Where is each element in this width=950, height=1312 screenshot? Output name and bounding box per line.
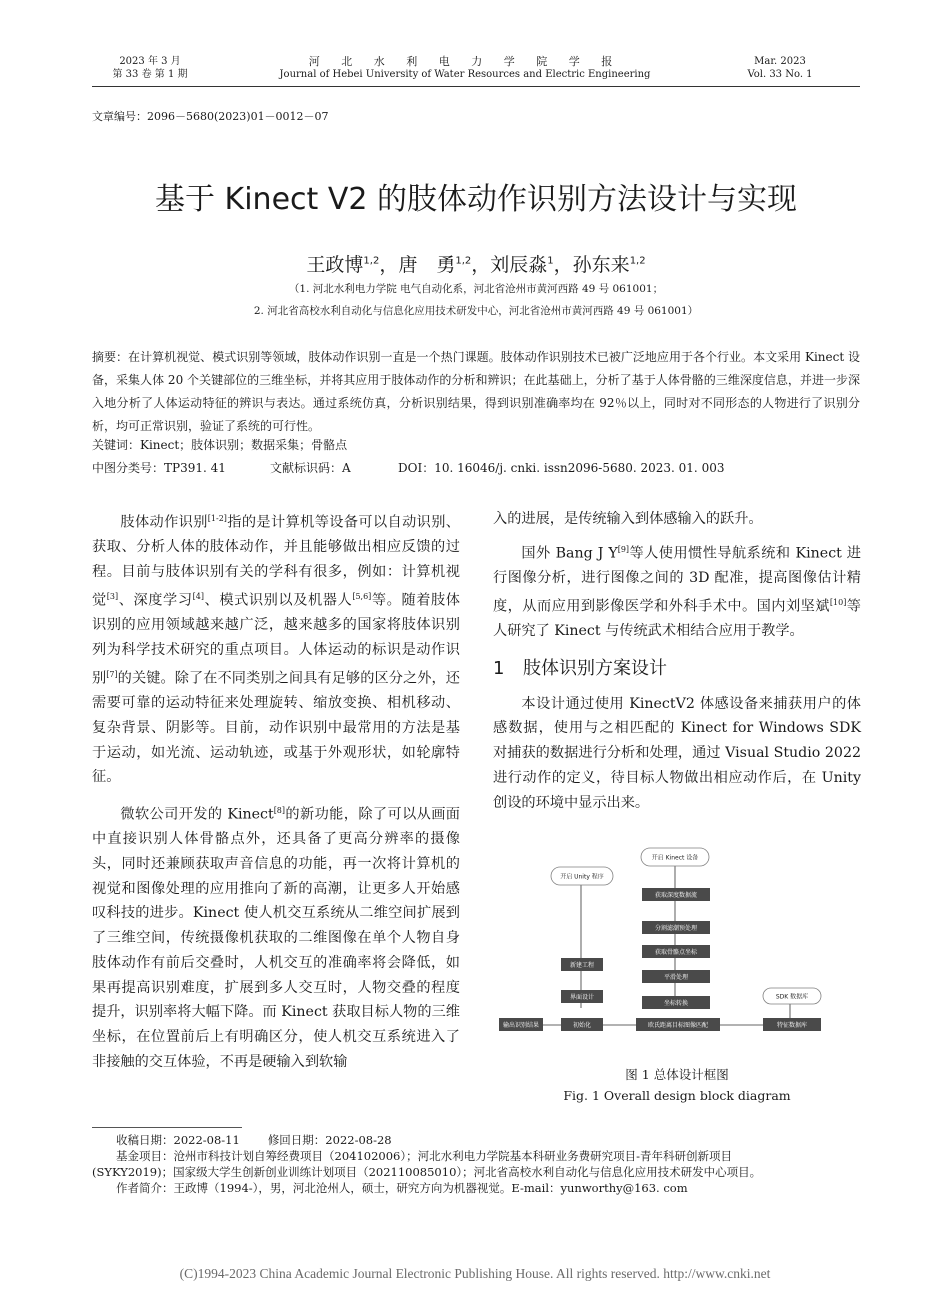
node-depth: [642, 888, 710, 901]
node-smooth: [642, 970, 710, 983]
received-date: 收稿日期：2022-08-11: [116, 1133, 240, 1147]
copyright-notice: (C)1994-2023 China Academic Journal Electronic Publishing House. All rights reserved. http://www.cnki.net: [179, 1266, 771, 1281]
paragraph: 本设计通过使用 KinectV2 体感设备来捕获用户的体感数据，使用与之相匹配的 Kinect for Windows SDK 对捕获的数据进行分析和处理，通过 Visual Studio 2022 进行动作的定义，待目标人物做出相应动作后，在 Unity 创设的环境中显示出来。: [493, 695, 861, 811]
node-label: 欧氏距离目标图像匹配: [647, 1022, 709, 1029]
text-run: 、深度学习: [118, 592, 193, 609]
node-segment: [642, 921, 710, 934]
text-run: 指的是计算机等设备可以自动识别、获取、分析人体的肢体动作，并且能够做出相应反馈的过程。目前与肢体识别有关的学科有很多，例如：计算机视觉: [92, 514, 460, 609]
node-init: [561, 1018, 603, 1031]
node-label: 开启 Unity 程序: [560, 873, 604, 881]
affiliation-line: 2. 河北省高校水利自动化与信息化应用技术研发中心，河北省沧州市黄河西路 49 号 061001）: [253, 305, 699, 317]
body-left-column: [92, 507, 460, 1074]
paragraph: [92, 507, 460, 790]
section-number: 1: [493, 657, 505, 679]
header-rule: [92, 86, 860, 87]
author-list: [92, 250, 860, 277]
paper-title: 基于 Kinect V2 的肢体动作识别方法设计与实现: [155, 182, 797, 217]
node-label: 特征数据库: [776, 1022, 808, 1029]
text-run: 等。随着肢体识别的应用领域越来越广泛，越来越多的国家将肢体识别列为科学技术研究的重点项目。人体运动的标识是动作识别: [92, 592, 460, 687]
citation: [4]: [192, 591, 204, 601]
figure-caption-cn: 图 1 总体设计框图: [625, 1067, 729, 1082]
author-affiliation-mark: 1,2: [363, 255, 380, 267]
header-date-cn: 2023 年 3 月: [119, 56, 181, 67]
citation: [9]: [617, 544, 630, 554]
journal-name-en: Journal of Hebei University of Water Resources and Electric Engineering: [279, 69, 651, 80]
node-label: 分割滤潮预处理: [654, 925, 698, 932]
classification-line: [92, 459, 860, 476]
abstract: 摘要：在计算机视觉、模式识别等领域，肢体动作识别一直是一个热门课题。肢体动作识别技术已被广泛地应用于各个行业。本文采用 Kinect 设备，采集人体 20 个关键部位的三维坐标，并将其应用于肢体动作的分析和辨识；在此基础上，分析了基于人体骨骼的三维深度信息，并进一步深入地分析了人体运动特征的辨识与表达。通过系统仿真，分析识别结果，得到识别准确率均在 92％以上，同时对不同形态的人物进行了识别分析，均可正常识别，验证了系统的可行性。: [92, 350, 860, 433]
author-affiliation-mark: 1,2: [455, 255, 472, 267]
author-name: 刘辰淼: [490, 254, 548, 276]
node-label: 输出识别结果: [502, 1022, 540, 1029]
node-label: SDK 数据库: [775, 993, 809, 1001]
node-transform: [642, 996, 710, 1009]
citation: [1-2]: [207, 514, 227, 523]
text-run: 等人使用惯性导航系统和 Kinect 进行图像分析，进行图像之间的 3D 配准，提高图像估计精度，从而应用到影像医学和外科手术中。国内刘坚斌: [493, 545, 861, 615]
citation: [8]: [273, 805, 286, 815]
text-run: 等人研究了 Kinect 与传统武术相结合应用于教学。: [493, 598, 861, 640]
node-label: 新建工程: [569, 962, 595, 969]
node-label: 获取骨骼点坐标: [654, 949, 698, 956]
node-label: 平滑处理: [663, 974, 689, 981]
paragraph: [493, 538, 861, 644]
oval-sdk-db: [763, 988, 821, 1004]
header-date-volume-cn: [100, 55, 200, 81]
citation: [10]: [829, 597, 847, 607]
header-volume-en: Vol. 33 No. 1: [747, 69, 813, 80]
article-number: 文章编号：2096－5680(2023)01－0012－07: [92, 110, 329, 123]
text-run: 、模式识别以及机器人: [203, 592, 353, 609]
footnote-dates: [92, 1132, 860, 1148]
node-label: 开启 Kinect 设备: [651, 854, 699, 862]
figure-caption-en: Fig. 1 Overall design block diagram: [563, 1088, 791, 1103]
author-bio: 作者简介：王政博（1994-），男，河北沧州人，硕士，研究方向为机器视觉。E-mail：yunworthy@163. com: [116, 1181, 688, 1195]
author-separator: ，: [471, 254, 491, 276]
paragraph: [92, 799, 460, 1074]
keywords: 关键词：Kinect；肢体识别；数据采集；骨骼点: [92, 438, 348, 452]
journal-name-cn: 河 北 水 利 电 力 学 院 学 报: [308, 55, 622, 68]
node-feature-db: [763, 1018, 821, 1031]
header-date-volume-en: [720, 55, 840, 81]
funding-note-continued: (SYKY2019)；国家级大学生创新创业训练计划项目（202110085010）；河北省高校水利自动化与信息化应用技术研发中心项目。: [92, 1165, 762, 1179]
node-label: 初始化: [572, 1022, 592, 1029]
oval-start-kinect: [641, 848, 709, 866]
node-match: [636, 1018, 720, 1031]
figure-block-diagram: [495, 840, 861, 1062]
citation: [7]: [106, 669, 118, 679]
doi: DOI：10. 16046/j. cnki. issn2096-5680. 2023. 01. 003: [398, 461, 725, 475]
node-bones: [642, 945, 710, 958]
paragraph: 入的进展，是传统输入到体感输入的跃升。: [493, 511, 763, 527]
text-run: 国外 Bang J Y: [521, 545, 618, 562]
section-heading: [493, 657, 861, 682]
author-affiliation-mark: 1: [547, 255, 554, 267]
funding-note: 基金项目：沧州市科技计划自筹经费项目（204102006）；河北水利电力学院基本科研业务费研究项目-青年科研创新项目: [116, 1149, 732, 1163]
section-title: 肢体识别方案设计: [523, 657, 667, 679]
node-output: [499, 1018, 543, 1031]
node-label: 获取深度数据流: [654, 892, 698, 899]
author-separator: ，: [553, 254, 573, 276]
document-code: 文献标识码：A: [270, 461, 351, 475]
author-name: 孙东来: [572, 254, 630, 276]
text-run: 的关键。除了在不同类别之间具有足够的区分之外，还需要可靠的运动特征来处理旋转、缩放变换、相机移动、复杂背景、阴影等。目前，动作识别中最常用的方法是基于运动，如光流、运动轨迹，或基于外观形状，如轮廓特征。: [92, 670, 460, 786]
header-date-en: Mar. 2023: [754, 56, 806, 67]
citation: [3]: [106, 591, 119, 601]
oval-start-unity: [551, 867, 613, 885]
text-run: 肢体动作识别: [120, 514, 208, 531]
citation: [5,6]: [352, 591, 372, 601]
node-label: 坐标转换: [663, 1000, 689, 1007]
text-run: 微软公司开发的 Kinect: [120, 806, 274, 823]
text-run: 的新功能，除了可以从画面中直接识别人体骨骼点外，还具备了更高分辨率的摄像头，同时还兼顾获取声音信息的功能，再一次将计算机的视觉和图像处理的应用推向了新的高潮，让更多人开始感叹科技的进步。Kinect 使人机交互系统从二维空间扩展到了三维空间，传统摄像机获取的二维图像在单个人物自身肢体动作有前后交叠时，人机交互的准确率将会降低，如果再提高识别难度，扩展到多人交互时，人物交叠的程度提升，识别率将大幅下降。而 Kinect 获取目标人物的三维坐标，在位置前后上有明确区分，使人机交互系统进入了非接触的交互体验，不再是硬输入到软输: [92, 806, 460, 1070]
node-new-project: [561, 958, 603, 971]
author-name: 唐 勇: [398, 254, 456, 276]
node-ui-design: [561, 990, 603, 1003]
header-volume-cn: 第 33 卷 第 1 期: [112, 69, 188, 80]
author-separator: ，: [379, 254, 399, 276]
body-right-column: [493, 507, 861, 815]
header-journal: [250, 55, 680, 81]
author-name: 王政博: [306, 254, 364, 276]
footnotes: [92, 1132, 860, 1196]
affiliation-line: （1. 河北水利电力学院 电气自动化系，河北省沧州市黄河西路 49 号 061001；: [288, 283, 664, 295]
author-affiliation-mark: 1,2: [629, 255, 646, 267]
node-label: 界面设计: [569, 994, 595, 1001]
revised-date: 修回日期：2022-08-28: [267, 1133, 392, 1147]
clc-number: 中图分类号：TP391. 41: [92, 461, 226, 475]
footnote-rule: [92, 1127, 242, 1128]
